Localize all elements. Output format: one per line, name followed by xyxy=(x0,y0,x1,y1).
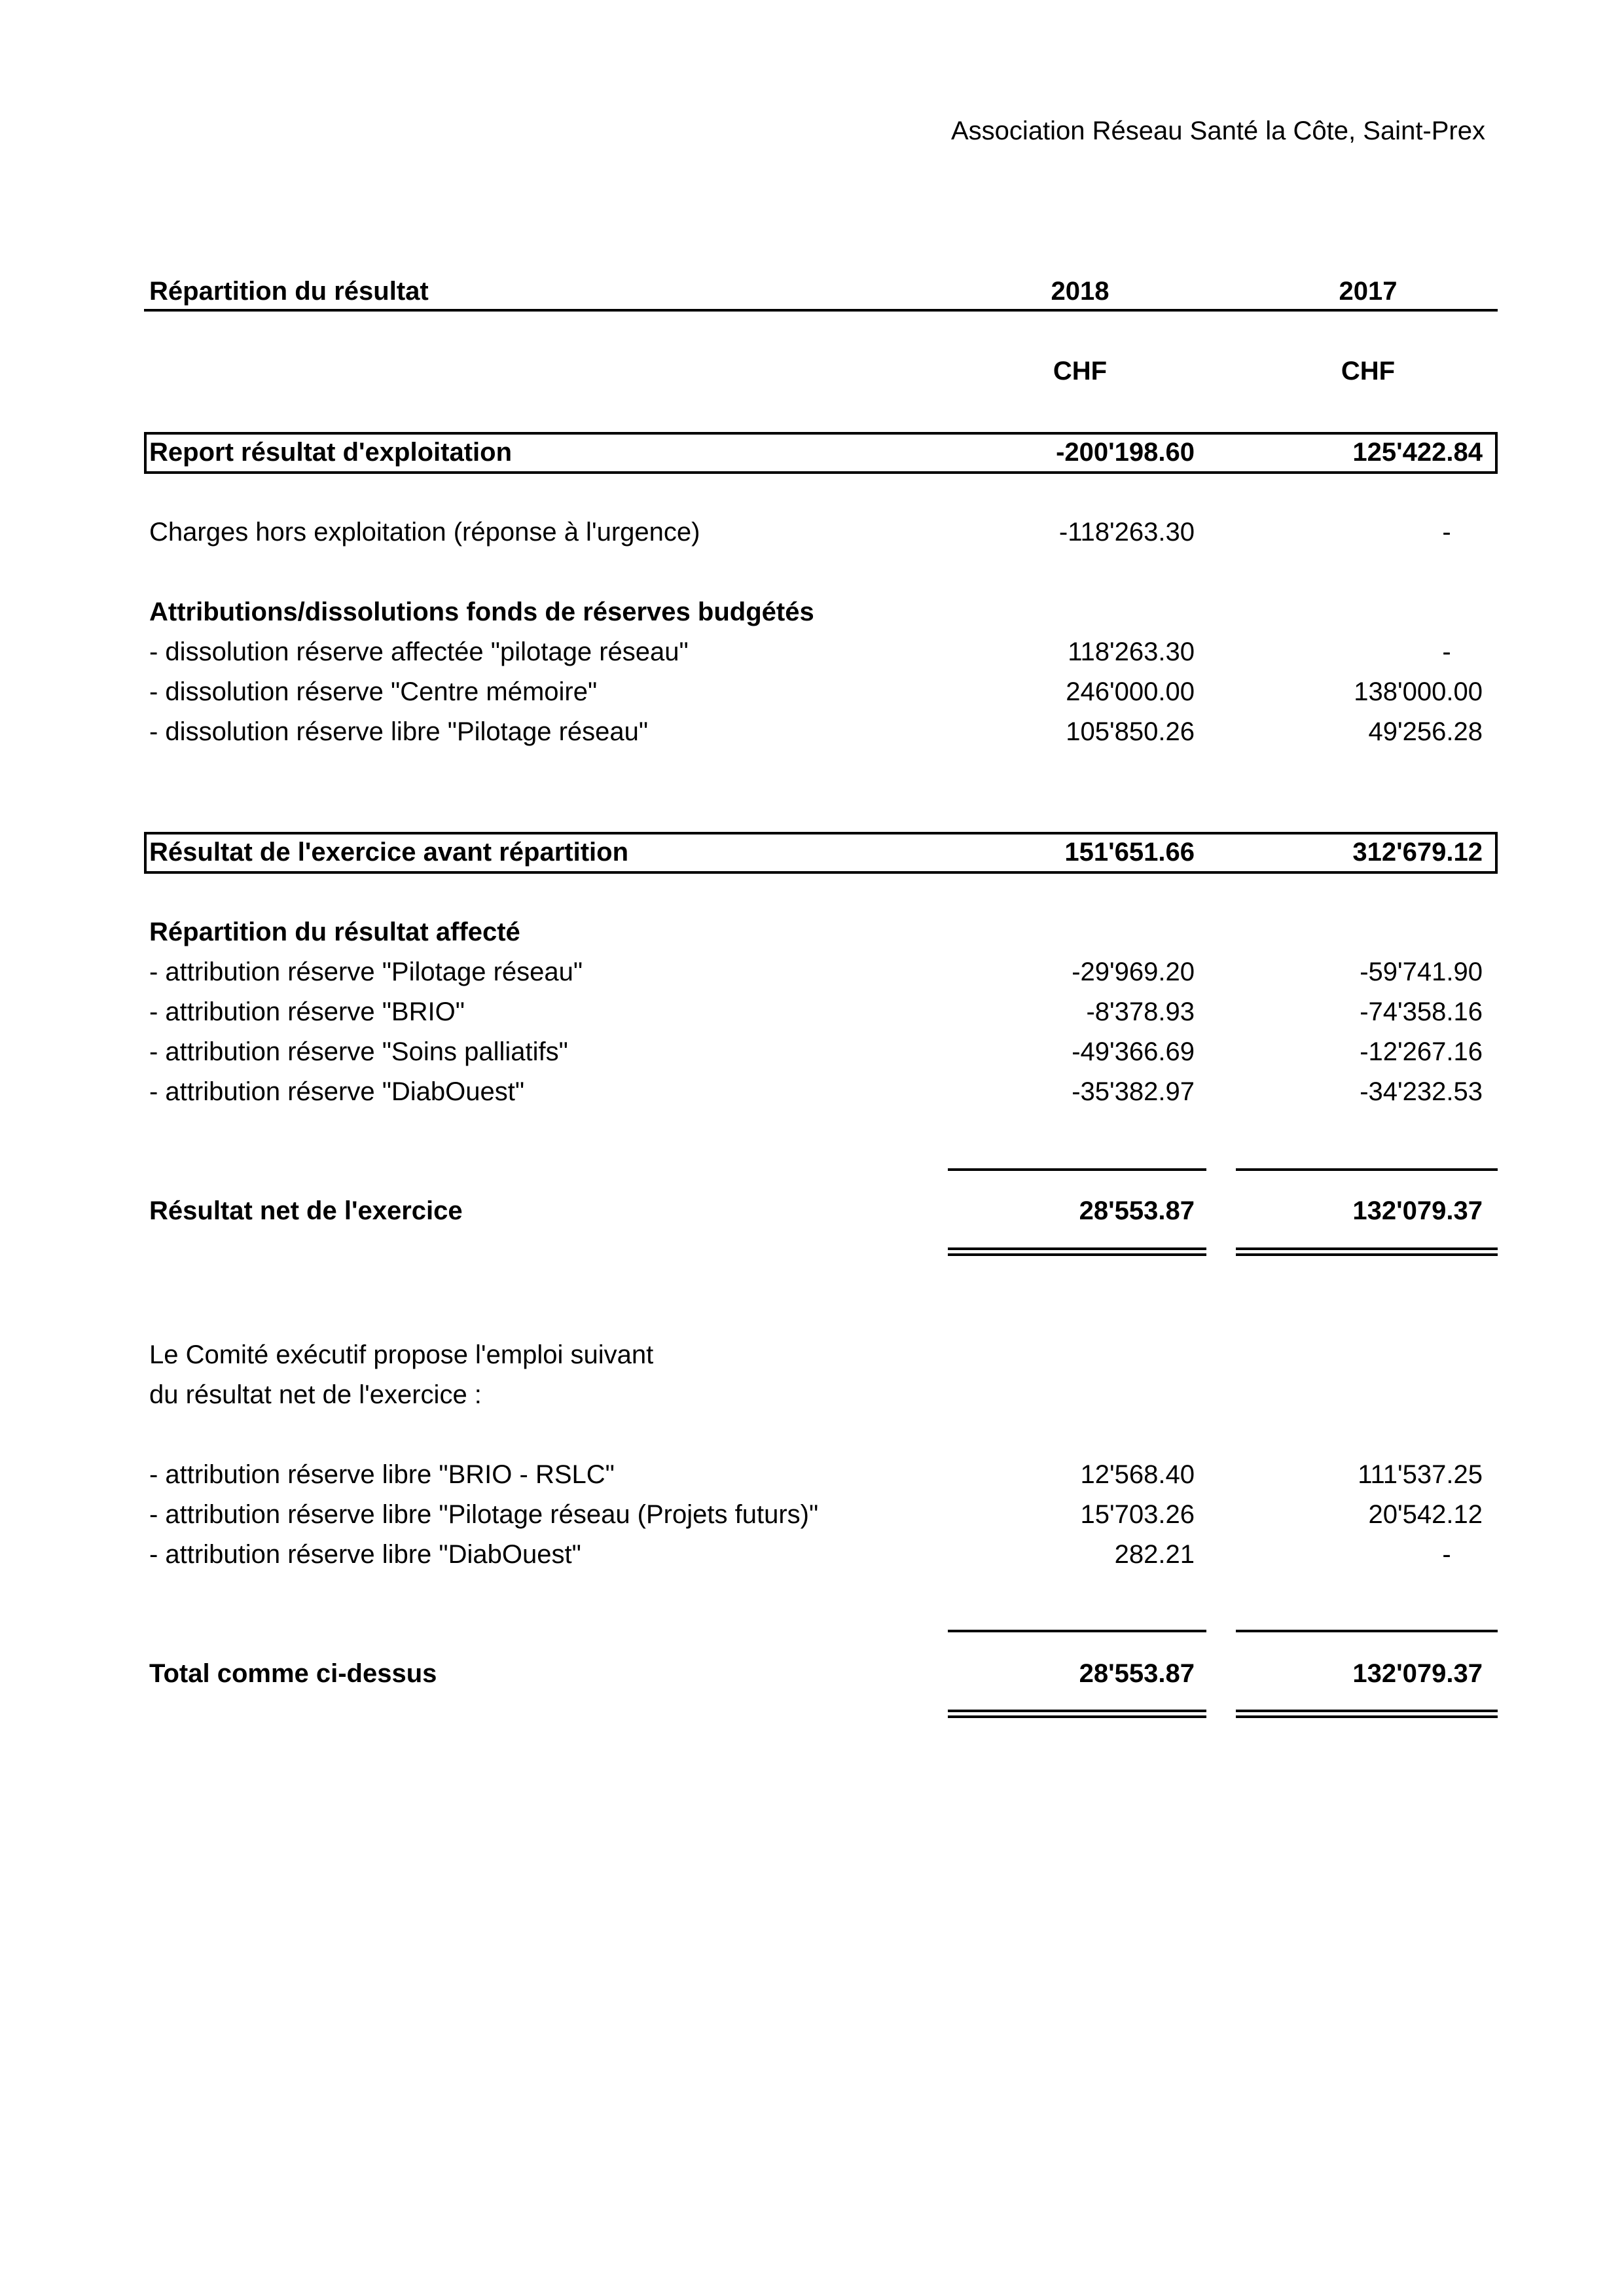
attributions-item-2018: 118'263.30 xyxy=(1068,637,1195,666)
net-double-rule-2018 xyxy=(948,1247,1206,1250)
attributions-item-label: - dissolution réserve "Centre mémoire" xyxy=(149,677,598,706)
year-2017-header: 2017 xyxy=(1339,277,1398,306)
total-2017: 132'079.37 xyxy=(1352,1659,1483,1688)
affecte-item-label: - attribution réserve "Pilotage réseau" xyxy=(149,958,583,986)
net-top-rule-2018 xyxy=(948,1168,1206,1171)
attributions-item-2017: 49'256.28 xyxy=(1368,717,1483,746)
organization-header: Association Réseau Santé la Côte, Saint-Prex xyxy=(951,117,1485,145)
affecte-item-2017: -34'232.53 xyxy=(1360,1077,1483,1106)
table-title: Répartition du résultat xyxy=(149,277,429,306)
report-2017: 125'422.84 xyxy=(1352,438,1483,467)
report-label: Report résultat d'exploitation xyxy=(149,438,513,467)
year-2018-header: 2018 xyxy=(1051,277,1110,306)
net-2018: 28'553.87 xyxy=(1079,1196,1195,1225)
affecte-item-2017: -59'741.90 xyxy=(1360,958,1483,986)
charges-label: Charges hors exploitation (réponse à l'urgence) xyxy=(149,518,700,547)
charges-2018: -118'263.30 xyxy=(1058,518,1195,547)
affecte-item-label: - attribution réserve "Soins palliatifs" xyxy=(149,1037,568,1066)
currency-2018: CHF xyxy=(1053,357,1108,386)
avant-label: Résultat de l'exercice avant répartition xyxy=(149,838,629,867)
affecte-item-2017: -12'267.16 xyxy=(1360,1037,1483,1066)
emploi-item-label: - attribution réserve libre "Pilotage réseau (Projets futurs)" xyxy=(149,1500,819,1529)
attributions-item-label: - dissolution réserve libre "Pilotage réseau" xyxy=(149,717,649,746)
total-top-rule-2017 xyxy=(1236,1630,1498,1632)
affecte-item-2018: -35'382.97 xyxy=(1072,1077,1195,1106)
net-double-rule-2018 xyxy=(948,1253,1206,1256)
affecte-title: Répartition du résultat affecté xyxy=(149,918,520,946)
emploi-item-2017: - xyxy=(1442,1540,1451,1569)
attributions-item-2017: - xyxy=(1442,637,1451,666)
total-2018: 28'553.87 xyxy=(1079,1659,1195,1688)
attributions-title: Attributions/dissolutions fonds de réserves budgétés xyxy=(149,598,814,626)
affecte-item-label: - attribution réserve "DiabOuest" xyxy=(149,1077,525,1106)
net-top-rule-2017 xyxy=(1236,1168,1498,1171)
net-double-rule-2017 xyxy=(1236,1253,1498,1256)
attributions-item-2018: 105'850.26 xyxy=(1066,717,1195,746)
attributions-item-2018: 246'000.00 xyxy=(1066,677,1195,706)
attributions-item-label: - dissolution réserve affectée "pilotage réseau" xyxy=(149,637,689,666)
currency-2017: CHF xyxy=(1341,357,1396,386)
avant-2017: 312'679.12 xyxy=(1352,838,1483,867)
affecte-item-2018: -8'378.93 xyxy=(1086,997,1195,1026)
attributions-item-2017: 138'000.00 xyxy=(1354,677,1483,706)
charges-2017: - xyxy=(1442,518,1451,547)
affecte-item-2017: -74'358.16 xyxy=(1360,997,1483,1026)
emploi-item-2018: 15'703.26 xyxy=(1080,1500,1195,1529)
net-2017: 132'079.37 xyxy=(1352,1196,1483,1225)
total-label: Total comme ci-dessus xyxy=(149,1659,437,1688)
net-label: Résultat net de l'exercice xyxy=(149,1196,463,1225)
comite-line-1: Le Comité exécutif propose l'emploi suivant xyxy=(149,1340,654,1369)
emploi-item-2017: 111'537.25 xyxy=(1358,1460,1483,1489)
net-double-rule-2017 xyxy=(1236,1247,1498,1250)
emploi-item-label: - attribution réserve libre "DiabOuest" xyxy=(149,1540,581,1569)
emploi-item-label: - attribution réserve libre "BRIO - RSLC" xyxy=(149,1460,615,1489)
emploi-item-2017: 20'542.12 xyxy=(1368,1500,1483,1529)
total-double-rule-2018 xyxy=(948,1710,1206,1712)
affecte-item-2018: -29'969.20 xyxy=(1072,958,1195,986)
total-double-rule-2017 xyxy=(1236,1715,1498,1718)
total-top-rule-2018 xyxy=(948,1630,1206,1632)
emploi-item-2018: 282.21 xyxy=(1114,1540,1195,1569)
affecte-item-label: - attribution réserve "BRIO" xyxy=(149,997,465,1026)
total-double-rule-2018 xyxy=(948,1715,1206,1718)
emploi-item-2018: 12'568.40 xyxy=(1080,1460,1195,1489)
affecte-item-2018: -49'366.69 xyxy=(1072,1037,1195,1066)
comite-line-2: du résultat net de l'exercice : xyxy=(149,1380,482,1409)
report-2018: -200'198.60 xyxy=(1056,438,1195,467)
avant-2018: 151'651.66 xyxy=(1064,838,1195,867)
total-double-rule-2017 xyxy=(1236,1710,1498,1712)
header-rule xyxy=(144,309,1498,312)
